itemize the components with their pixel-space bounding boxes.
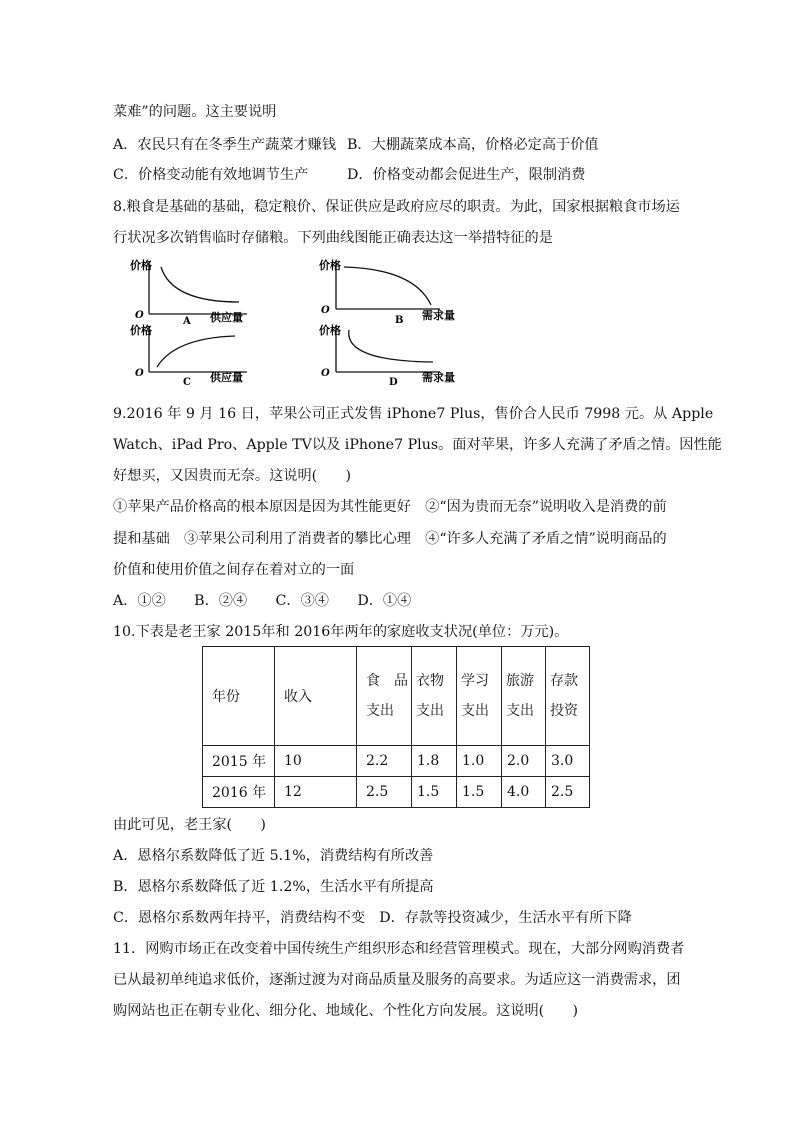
origin-label: O [135, 310, 144, 321]
q9-text: 9.2016 年 9 月 16 日，苹果公司正式发售 iPhone7 Plus，售价合人民币 7998 元。从 Apple [113, 406, 714, 422]
table-row: 2015 年 10 2.2 1.8 1.0 2.0 3.0 [203, 746, 590, 777]
q11-text: 购网站也正在朝专业化、细分化、地域化、个性化方向发展。这说明( ) [113, 1003, 579, 1019]
income-expense-table [202, 646, 590, 808]
header-travel: 旅游 [506, 673, 534, 689]
graph-a [130, 258, 260, 326]
graph-c [130, 323, 260, 387]
x-axis-label-demand: 需求量 [422, 371, 455, 384]
graph-letter-a: A [183, 316, 191, 326]
graph-letter-d: D [389, 377, 398, 387]
table-row: 2016 年 12 2.5 1.5 1.5 4.0 2.5 [203, 777, 590, 808]
y-axis-label: 价格 [319, 324, 341, 337]
q9-text: 好想买，又因贵而无奈。这说明( ) [113, 468, 352, 484]
q9-statements: 提和基础 ③苹果公司利用了消费者的攀比心理 ④“许多人充满了矛盾之情”说明商品的 [113, 531, 667, 547]
q7-option-b: B．大棚蔬菜成本高，价格必定高于价值 [347, 137, 599, 153]
graph-d [319, 323, 459, 387]
header-study: 学习 [461, 673, 489, 689]
x-axis-label-supply: 供应量 [210, 371, 243, 384]
q9-text: Watch、iPad Pro、Apple TV以及 iPhone7 Plus。面对苹果，许多人充满了矛盾之情。因性能 [113, 437, 722, 453]
table-header-row: 年份 收入 食 品 支出 衣物 支出 学习 支出 旅游 支出 存款 投资 [203, 647, 590, 746]
x-axis-label-demand: 需求量 [422, 309, 455, 322]
header-year: 年份 [212, 689, 240, 705]
q9-statements: 价值和使用价值之间存在着对立的一面 [113, 562, 355, 578]
q8-text: 行状况多次销售临时存储粮。下列曲线图能正确表达这一举措特征的是 [113, 230, 553, 246]
q10-options-cd: C．恩格尔系数两年持平，消费结构不变 D．存款等投资减少，生活水平有所下降 [113, 910, 632, 926]
q11-text: 已从最初单纯追求低价，逐渐过渡为对商品质量及服务的高要求。为适应这一消费需求，团 [113, 972, 681, 988]
curve [157, 336, 235, 367]
q10-option-b: B．恩格尔系数降低了近 1.2%，生活水平有所提高 [113, 879, 434, 895]
graph-b [319, 258, 459, 326]
q10-text: 10.下表是老王家 2015年和 2016年两年的家庭收支状况(单位：万元)。 [113, 624, 569, 640]
graph-letter-b: B [395, 315, 404, 326]
curve [161, 267, 239, 302]
q9-options: A．①② B．②④ C．③④ D．①④ [113, 593, 412, 609]
q7-option-d: D．价格变动都会促进生产，限制消费 [347, 167, 586, 183]
text-line: 菜难”的问题。这主要说明 [113, 104, 277, 120]
q10-option-a: A．恩格尔系数降低了近 5.1%，消费结构有所改善 [113, 848, 434, 864]
graph-letter-c: C [183, 377, 191, 387]
curve [349, 330, 433, 362]
origin-label: O [135, 368, 144, 379]
x-axis-label-supply: 供应量 [210, 311, 243, 324]
curve [344, 267, 431, 305]
header-income: 收入 [284, 689, 312, 705]
y-axis-label: 价格 [130, 259, 152, 272]
origin-label: O [321, 305, 330, 316]
q8-text: 8.粮食是基础的基础，稳定粮价、保证供应是政府应尽的职责。为此，国家根据粮食市场运 [113, 199, 680, 215]
q10-text: 由此可见，老王家( ) [113, 817, 266, 833]
q11-text: 11．网购市场正在改变着中国传统生产组织形态和经营管理模式。现在，大部分网购消费者 [113, 941, 685, 957]
header-savings: 存款 [550, 673, 578, 689]
y-axis-label: 价格 [319, 259, 341, 272]
q7-option-a: A．农民只有在冬季生产蔬菜才赚钱 [113, 137, 337, 153]
q7-option-c: C．价格变动能有效地调节生产 [113, 167, 309, 183]
header-clothing: 衣物 [416, 673, 444, 689]
q9-statements: ①苹果产品价格高的根本原因是因为其性能更好 ②“因为贵而无奈”说明收入是消费的前 [113, 499, 667, 515]
header-food: 食 品 [366, 673, 408, 689]
y-axis-label: 价格 [130, 324, 152, 337]
origin-label: O [321, 368, 330, 379]
